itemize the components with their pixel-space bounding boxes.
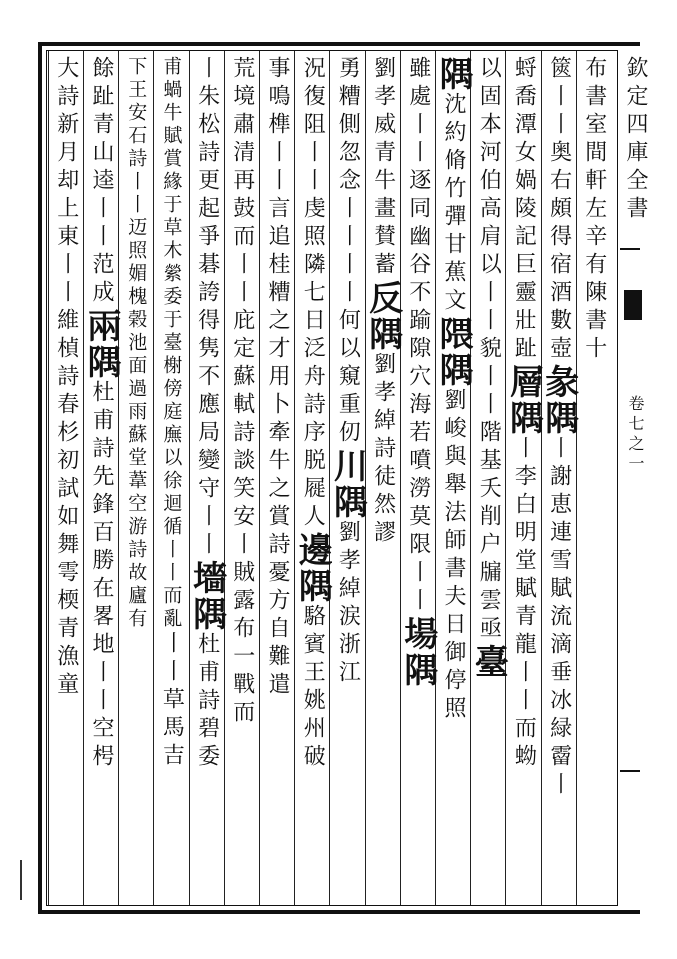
column-rule xyxy=(576,51,577,905)
text-segment: 勇糟側忽念丨丨 xyxy=(335,56,361,252)
text-segment: 蛶喬潭女媧陵記巨靈壯趾 xyxy=(511,56,537,364)
text-column xyxy=(579,56,609,364)
column-rule xyxy=(470,51,471,905)
text-column xyxy=(538,56,579,800)
text-segment: 丨朱松詩更起爭碁誇得隽不應局變守丨丨 xyxy=(194,56,220,560)
text-segment: 不踰隙穴海若噴澇莫限丨丨 xyxy=(405,280,431,616)
text-column xyxy=(468,56,509,680)
text-segment: 駱賓王姚州破 xyxy=(300,604,326,772)
heading-char: 隅 xyxy=(362,316,403,352)
heading-char: 隅 xyxy=(292,568,333,604)
column-rule xyxy=(541,51,542,905)
text-segment: 詩憂方自難遣 xyxy=(265,532,290,700)
text-segment: 劉孝威青牛畫賛蓄 xyxy=(370,56,396,280)
column-rule xyxy=(259,51,260,905)
text-segment: 荒境肅清再鼓而丨丨庇定蘇軾詩談笑安丨 xyxy=(229,56,255,560)
column-rule xyxy=(153,51,154,905)
text-column xyxy=(433,56,473,724)
text-segment: 杜甫詩先鋒百勝在畧地丨丨空枵 xyxy=(89,380,114,772)
text-segment: 沈約脩竹彈甘蕉文 xyxy=(441,92,466,316)
column-rule xyxy=(400,51,401,905)
heading-char: 邊 xyxy=(292,532,333,568)
text-segment: 丨謝恵連雪賦流滴垂冰緑霤丨 xyxy=(546,436,572,800)
text-segment: 布書室間軒左辛有陳書十 xyxy=(581,56,607,364)
column-rule xyxy=(294,51,295,905)
text-segment: 事鳴榫丨丨言追桂糟之才用卜牽牛之賞 xyxy=(265,56,290,532)
text-column xyxy=(156,56,186,771)
text-segment: 丨丨草馬吉 xyxy=(159,631,185,771)
heading-char: 川 xyxy=(327,448,368,484)
heading-char: 隅 xyxy=(81,344,121,380)
text-segment: 丨李白明堂賦青龍丨丨而蚴 xyxy=(511,436,537,772)
text-segment: 杜甫詩碧委 xyxy=(194,632,220,772)
text-column xyxy=(121,56,151,631)
fold-title: 欽定四庫全書 xyxy=(623,56,648,224)
column-rule xyxy=(118,51,119,905)
text-segment: 餘趾青山逵丨丨范成 xyxy=(89,56,114,308)
text-column xyxy=(51,56,81,700)
text-column xyxy=(262,56,292,700)
heading-char: 層 xyxy=(503,364,544,400)
heading-char: 場 xyxy=(397,616,438,652)
text-segment: 甫蝸牛賦賞緣于草木縈委于臺榭傍庭廡以徐迴循丨丨而亂 xyxy=(160,56,183,631)
heading-char: 臺 xyxy=(468,644,509,680)
column-rule xyxy=(83,51,84,905)
text-segment: 丨丨何以窺重仞 xyxy=(335,252,361,448)
heading-char: 反 xyxy=(362,280,403,316)
text-segment: 劉峻與舉法師書夫日御停照 xyxy=(441,388,466,724)
text-column xyxy=(227,56,257,728)
column-rule xyxy=(505,51,506,905)
text-segment: 篋丨丨奥右頗得宿酒數壺 xyxy=(546,56,572,364)
fold-black-mark xyxy=(624,290,642,320)
fold-juan: 卷七之一 xyxy=(626,395,645,475)
text-segment: 況復阻丨丨虔照隣七日泛舟詩序脱屣人 xyxy=(300,56,326,532)
text-segment: 劉孝綽涙浙江 xyxy=(335,520,361,688)
column-rule xyxy=(224,51,225,905)
fold-rule-top xyxy=(620,248,640,250)
text-column xyxy=(503,56,544,772)
text-segment: 賊露布一戰而 xyxy=(229,560,255,728)
text-segment: 維楨詩春杉初試如舞雩㮕青漁童 xyxy=(53,308,79,700)
text-segment: 劉孝綽詩徒然謬 xyxy=(370,352,396,548)
text-column xyxy=(327,56,368,688)
heading-char: 隅 xyxy=(433,352,473,388)
text-column xyxy=(292,56,333,772)
column-rule xyxy=(189,51,190,905)
text-segment: 下王安石詩丨丨迈照媚槐榖池面過雨蘇堂葦空游詩故廬有 xyxy=(125,56,148,631)
text-segment: 大詩新月却上東丨丨 xyxy=(53,56,79,308)
text-column xyxy=(81,56,121,772)
text-column xyxy=(362,56,403,548)
page-edge-mark xyxy=(20,860,36,900)
heading-char: 彖 xyxy=(538,364,579,400)
column-rule xyxy=(48,51,49,905)
heading-char: 隅 xyxy=(503,400,544,436)
heading-char: 隅 xyxy=(327,484,368,520)
heading-char: 兩 xyxy=(81,308,121,344)
text-segment: 貌丨丨階基夭削户牖雲亟 xyxy=(476,336,502,644)
text-segment: 雖處丨丨逐同幽谷 xyxy=(405,56,431,280)
fold-rule-bottom xyxy=(620,770,640,772)
heading-char: 隅 xyxy=(186,596,227,632)
column-rule xyxy=(435,51,436,905)
heading-char: 墻 xyxy=(186,560,227,596)
heading-char: 隈 xyxy=(433,316,473,352)
heading-char: 隅 xyxy=(538,400,579,436)
text-column xyxy=(186,56,227,772)
heading-char: 隅 xyxy=(397,652,438,688)
text-segment: 以固本河伯高肩以丨丨 xyxy=(476,56,502,336)
heading-char: 隅 xyxy=(433,56,473,92)
text-column xyxy=(397,56,438,688)
